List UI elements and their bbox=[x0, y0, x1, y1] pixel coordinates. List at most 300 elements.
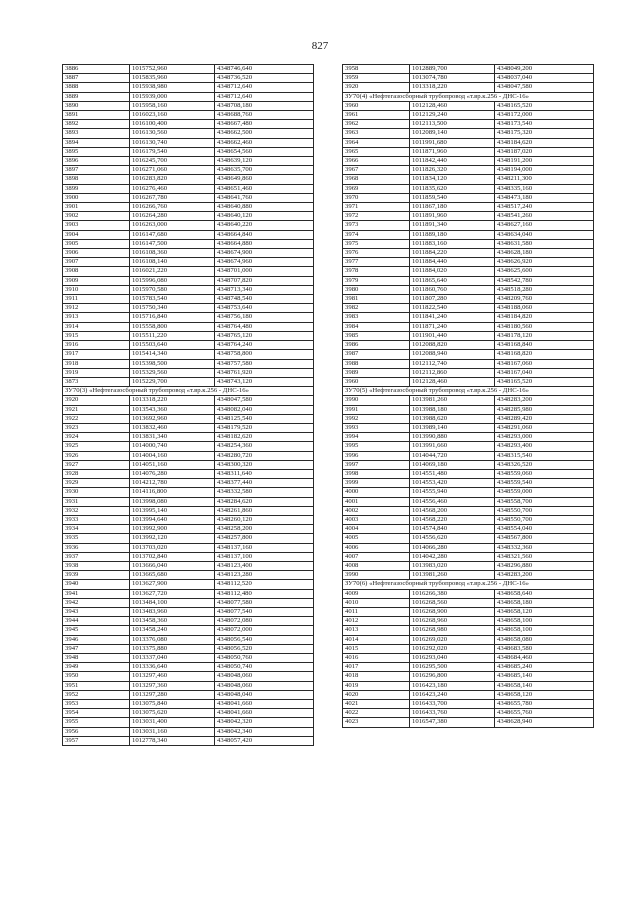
table-row bbox=[343, 700, 594, 709]
x-coordinate: 1013989,140 bbox=[410, 423, 495, 432]
x-coordinate: 1016263,000 bbox=[130, 221, 215, 230]
point-number: 3997 bbox=[343, 460, 410, 469]
point-number: 4020 bbox=[343, 690, 410, 699]
x-coordinate: 1015750,340 bbox=[130, 304, 215, 313]
y-coordinate: 4348707,820 bbox=[215, 276, 314, 285]
point-number: 3901 bbox=[63, 203, 130, 212]
point-number: 4012 bbox=[343, 617, 410, 626]
table-row bbox=[343, 147, 594, 156]
y-coordinate: 4348708,180 bbox=[215, 101, 314, 110]
y-coordinate: 4348326,520 bbox=[495, 460, 594, 469]
point-number: 3987 bbox=[343, 350, 410, 359]
table-row bbox=[63, 175, 314, 184]
y-coordinate: 4348764,480 bbox=[215, 322, 314, 331]
x-coordinate: 1013458,360 bbox=[130, 617, 215, 626]
table-row bbox=[343, 451, 594, 460]
table-row bbox=[63, 488, 314, 497]
table-row bbox=[343, 635, 594, 644]
y-coordinate: 4348050,760 bbox=[215, 654, 314, 663]
point-number: 3919 bbox=[63, 368, 130, 377]
y-coordinate: 4348072,080 bbox=[215, 617, 314, 626]
y-coordinate: 4348048,060 bbox=[215, 681, 314, 690]
table-row bbox=[63, 350, 314, 359]
point-number: 3894 bbox=[63, 138, 130, 147]
y-coordinate: 4348684,460 bbox=[495, 654, 594, 663]
point-number: 3914 bbox=[63, 322, 130, 331]
y-coordinate: 4348042,320 bbox=[215, 718, 314, 727]
x-coordinate: 1013336,640 bbox=[130, 663, 215, 672]
y-coordinate: 4348182,620 bbox=[215, 433, 314, 442]
x-coordinate: 1011889,180 bbox=[410, 230, 495, 239]
point-number: 3873 bbox=[63, 377, 130, 386]
table-row bbox=[343, 331, 594, 340]
table-row bbox=[63, 313, 314, 322]
table-row bbox=[63, 276, 314, 285]
table-row bbox=[63, 727, 314, 736]
y-coordinate: 4348667,480 bbox=[215, 120, 314, 129]
x-coordinate: 1013702,840 bbox=[130, 552, 215, 561]
x-coordinate: 1013458,240 bbox=[130, 626, 215, 635]
table-row bbox=[343, 718, 594, 727]
x-coordinate: 1012128,460 bbox=[410, 377, 495, 386]
x-coordinate: 1015835,960 bbox=[130, 74, 215, 83]
y-coordinate: 4348261,860 bbox=[215, 506, 314, 515]
x-coordinate: 1011859,540 bbox=[410, 193, 495, 202]
table-row bbox=[343, 377, 594, 386]
x-coordinate: 1016276,460 bbox=[130, 184, 215, 193]
table-row bbox=[343, 276, 594, 285]
y-coordinate: 4348640,880 bbox=[215, 203, 314, 212]
table-row bbox=[63, 580, 314, 589]
x-coordinate: 1016268,560 bbox=[410, 598, 495, 607]
x-coordinate: 1013991,660 bbox=[410, 442, 495, 451]
y-coordinate: 4348743,120 bbox=[215, 377, 314, 386]
x-coordinate: 1012129,240 bbox=[410, 111, 495, 120]
table-row bbox=[63, 129, 314, 138]
x-coordinate: 1013337,040 bbox=[130, 654, 215, 663]
table-row bbox=[63, 341, 314, 350]
y-coordinate: 4348173,540 bbox=[495, 120, 594, 129]
table-row bbox=[63, 120, 314, 129]
point-number: 3890 bbox=[63, 101, 130, 110]
section-header: ЗУ70(4) «Нефтегазосборный трубопровод «т.вр.к.256 - ДНС-16» bbox=[343, 92, 594, 101]
point-number: 3995 bbox=[343, 442, 410, 451]
y-coordinate: 4348559,060 bbox=[495, 469, 594, 478]
x-coordinate: 1011884,220 bbox=[410, 249, 495, 258]
x-coordinate: 1013666,040 bbox=[130, 561, 215, 570]
x-coordinate: 1014004,160 bbox=[130, 451, 215, 460]
table-row bbox=[63, 221, 314, 230]
point-number: 3944 bbox=[63, 617, 130, 626]
table-row bbox=[343, 515, 594, 524]
page-number: 827 bbox=[311, 40, 329, 52]
y-coordinate: 4348626,920 bbox=[495, 258, 594, 267]
point-number: 3934 bbox=[63, 525, 130, 534]
table-row bbox=[63, 147, 314, 156]
x-coordinate: 1015329,560 bbox=[130, 368, 215, 377]
point-number: 3961 bbox=[343, 111, 410, 120]
y-coordinate: 4348641,760 bbox=[215, 193, 314, 202]
x-coordinate: 1013297,360 bbox=[130, 681, 215, 690]
point-number: 3897 bbox=[63, 166, 130, 175]
y-coordinate: 4348473,180 bbox=[495, 193, 594, 202]
point-number: 3992 bbox=[343, 414, 410, 423]
point-number: 3920 bbox=[63, 396, 130, 405]
table-row bbox=[63, 405, 314, 414]
table-row bbox=[343, 166, 594, 175]
table-row bbox=[63, 479, 314, 488]
point-number: 3930 bbox=[63, 488, 130, 497]
x-coordinate: 1011834,120 bbox=[410, 175, 495, 184]
y-coordinate: 4348640,220 bbox=[215, 221, 314, 230]
x-coordinate: 1016296,800 bbox=[410, 672, 495, 681]
x-coordinate: 1013703,020 bbox=[130, 543, 215, 552]
point-number: 3943 bbox=[63, 607, 130, 616]
point-number: 3952 bbox=[63, 690, 130, 699]
x-coordinate: 1014556,460 bbox=[410, 497, 495, 506]
point-number: 3931 bbox=[63, 497, 130, 506]
y-coordinate: 4348518,280 bbox=[495, 285, 594, 294]
point-number: 4015 bbox=[343, 644, 410, 653]
point-number: 3962 bbox=[343, 120, 410, 129]
point-number: 3988 bbox=[343, 359, 410, 368]
table-row bbox=[343, 460, 594, 469]
x-coordinate: 1013998,080 bbox=[130, 497, 215, 506]
point-number: 3896 bbox=[63, 157, 130, 166]
y-coordinate: 4348041,660 bbox=[215, 700, 314, 709]
table-row bbox=[63, 700, 314, 709]
point-number: 3998 bbox=[343, 469, 410, 478]
x-coordinate: 1011883,160 bbox=[410, 239, 495, 248]
point-number: 3979 bbox=[343, 276, 410, 285]
y-coordinate: 4348168,840 bbox=[495, 341, 594, 350]
y-coordinate: 4348260,120 bbox=[215, 515, 314, 524]
point-number: 3906 bbox=[63, 249, 130, 258]
table-row bbox=[343, 690, 594, 699]
y-coordinate: 4348123,280 bbox=[215, 571, 314, 580]
x-coordinate: 1011807,280 bbox=[410, 295, 495, 304]
y-coordinate: 4348047,580 bbox=[215, 396, 314, 405]
y-coordinate: 4348180,560 bbox=[495, 322, 594, 331]
point-number: 3924 bbox=[63, 433, 130, 442]
y-coordinate: 4348628,180 bbox=[495, 249, 594, 258]
y-coordinate: 4348701,000 bbox=[215, 267, 314, 276]
y-coordinate: 4348296,880 bbox=[495, 561, 594, 570]
y-coordinate: 4348658,640 bbox=[495, 589, 594, 598]
table-row bbox=[63, 709, 314, 718]
table-row bbox=[343, 313, 594, 322]
table-row bbox=[343, 423, 594, 432]
point-number: 3892 bbox=[63, 120, 130, 129]
point-number: 3989 bbox=[343, 368, 410, 377]
table-row bbox=[343, 497, 594, 506]
table-row bbox=[63, 157, 314, 166]
table-row bbox=[63, 249, 314, 258]
x-coordinate: 1016423,240 bbox=[410, 690, 495, 699]
y-coordinate: 4348082,040 bbox=[215, 405, 314, 414]
table-row bbox=[343, 322, 594, 331]
x-coordinate: 1012088,940 bbox=[410, 350, 495, 359]
point-number: 3996 bbox=[343, 451, 410, 460]
x-coordinate: 1013484,100 bbox=[130, 598, 215, 607]
table-row bbox=[63, 718, 314, 727]
x-coordinate: 1011891,960 bbox=[410, 212, 495, 221]
table-row bbox=[343, 525, 594, 534]
x-coordinate: 1016147,500 bbox=[130, 239, 215, 248]
y-coordinate: 4348758,800 bbox=[215, 350, 314, 359]
table-row bbox=[343, 138, 594, 147]
x-coordinate: 1016295,500 bbox=[410, 663, 495, 672]
point-number: 3970 bbox=[343, 193, 410, 202]
y-coordinate: 4348137,100 bbox=[215, 552, 314, 561]
table-row bbox=[343, 607, 594, 616]
point-number: 3976 bbox=[343, 249, 410, 258]
coordinates-table-left bbox=[62, 64, 314, 746]
point-number: 4008 bbox=[343, 561, 410, 570]
x-coordinate: 1013992,900 bbox=[130, 525, 215, 534]
table-row bbox=[343, 258, 594, 267]
x-coordinate: 1015970,580 bbox=[130, 285, 215, 294]
point-number: 4007 bbox=[343, 552, 410, 561]
table-row bbox=[63, 561, 314, 570]
y-coordinate: 4348123,400 bbox=[215, 561, 314, 570]
point-number: 3975 bbox=[343, 239, 410, 248]
x-coordinate: 1011835,620 bbox=[410, 184, 495, 193]
point-number: 3926 bbox=[63, 451, 130, 460]
y-coordinate: 4348662,460 bbox=[215, 138, 314, 147]
y-coordinate: 4348655,760 bbox=[495, 709, 594, 718]
table-row bbox=[63, 534, 314, 543]
table-row bbox=[63, 65, 314, 74]
x-coordinate: 1016283,820 bbox=[130, 175, 215, 184]
table-row bbox=[63, 515, 314, 524]
table-row bbox=[343, 184, 594, 193]
point-number: 3966 bbox=[343, 157, 410, 166]
point-number: 3982 bbox=[343, 304, 410, 313]
y-coordinate: 4348175,320 bbox=[495, 129, 594, 138]
x-coordinate: 1013031,400 bbox=[130, 718, 215, 727]
x-coordinate: 1016293,040 bbox=[410, 654, 495, 663]
y-coordinate: 4348688,760 bbox=[215, 111, 314, 120]
x-coordinate: 1011822,540 bbox=[410, 304, 495, 313]
table-row bbox=[343, 654, 594, 663]
y-coordinate: 4348631,580 bbox=[495, 239, 594, 248]
y-coordinate: 4348289,420 bbox=[495, 414, 594, 423]
x-coordinate: 1011842,440 bbox=[410, 157, 495, 166]
point-number: 3929 bbox=[63, 479, 130, 488]
x-coordinate: 1015752,960 bbox=[130, 65, 215, 74]
x-coordinate: 1013297,280 bbox=[130, 690, 215, 699]
x-coordinate: 1014044,720 bbox=[410, 451, 495, 460]
table-row bbox=[63, 589, 314, 598]
y-coordinate: 4348541,260 bbox=[495, 212, 594, 221]
point-number: 4005 bbox=[343, 534, 410, 543]
y-coordinate: 4348184,620 bbox=[495, 138, 594, 147]
table-row bbox=[63, 497, 314, 506]
x-coordinate: 1015503,640 bbox=[130, 341, 215, 350]
x-coordinate: 1016268,900 bbox=[410, 607, 495, 616]
y-coordinate: 4348077,540 bbox=[215, 607, 314, 616]
table-row bbox=[63, 654, 314, 663]
x-coordinate: 1011884,440 bbox=[410, 258, 495, 267]
y-coordinate: 4348112,520 bbox=[215, 580, 314, 589]
y-coordinate: 4348517,240 bbox=[495, 203, 594, 212]
x-coordinate: 1013483,960 bbox=[130, 607, 215, 616]
point-number: 3938 bbox=[63, 561, 130, 570]
point-number: 3984 bbox=[343, 322, 410, 331]
x-coordinate: 1016108,360 bbox=[130, 249, 215, 258]
x-coordinate: 1014051,160 bbox=[130, 460, 215, 469]
y-coordinate: 4348283,200 bbox=[495, 571, 594, 580]
y-coordinate: 4348761,920 bbox=[215, 368, 314, 377]
point-number: 3893 bbox=[63, 129, 130, 138]
point-number: 3971 bbox=[343, 203, 410, 212]
table-row bbox=[63, 111, 314, 120]
x-coordinate: 1012889,700 bbox=[410, 65, 495, 74]
point-number: 3949 bbox=[63, 663, 130, 672]
y-coordinate: 4348685,140 bbox=[495, 672, 594, 681]
point-number: 3889 bbox=[63, 92, 130, 101]
y-coordinate: 4348167,040 bbox=[495, 368, 594, 377]
y-coordinate: 4348321,560 bbox=[495, 552, 594, 561]
table-row bbox=[63, 433, 314, 442]
y-coordinate: 4348664,840 bbox=[215, 230, 314, 239]
x-coordinate: 1011865,640 bbox=[410, 276, 495, 285]
table-row bbox=[343, 534, 594, 543]
y-coordinate: 4348315,540 bbox=[495, 451, 594, 460]
x-coordinate: 1011867,180 bbox=[410, 203, 495, 212]
table-row bbox=[63, 672, 314, 681]
point-number: 3950 bbox=[63, 672, 130, 681]
point-number: 3920 bbox=[343, 83, 410, 92]
y-coordinate: 4348658,120 bbox=[495, 607, 594, 616]
point-number: 4016 bbox=[343, 654, 410, 663]
x-coordinate: 1011891,340 bbox=[410, 221, 495, 230]
table-row bbox=[63, 295, 314, 304]
section-header-row bbox=[343, 580, 594, 589]
point-number: 3910 bbox=[63, 285, 130, 294]
table-row bbox=[343, 598, 594, 607]
x-coordinate: 1015939,000 bbox=[130, 92, 215, 101]
left-column bbox=[62, 64, 314, 746]
point-number: 3991 bbox=[343, 405, 410, 414]
point-number: 3946 bbox=[63, 635, 130, 644]
x-coordinate: 1016271,060 bbox=[130, 166, 215, 175]
table-row bbox=[343, 221, 594, 230]
x-coordinate: 1016108,140 bbox=[130, 258, 215, 267]
table-row bbox=[63, 258, 314, 267]
table-row bbox=[343, 111, 594, 120]
point-number: 3898 bbox=[63, 175, 130, 184]
table-row bbox=[343, 663, 594, 672]
table-row bbox=[343, 359, 594, 368]
y-coordinate: 4348559,540 bbox=[495, 479, 594, 488]
x-coordinate: 1012778,340 bbox=[130, 736, 215, 745]
y-coordinate: 4348712,640 bbox=[215, 92, 314, 101]
x-coordinate: 1014042,280 bbox=[410, 552, 495, 561]
point-number: 3974 bbox=[343, 230, 410, 239]
table-row bbox=[63, 607, 314, 616]
table-row bbox=[343, 193, 594, 202]
table-row bbox=[343, 350, 594, 359]
y-coordinate: 4348285,980 bbox=[495, 405, 594, 414]
table-row bbox=[343, 396, 594, 405]
x-coordinate: 1016264,280 bbox=[130, 212, 215, 221]
y-coordinate: 4348172,000 bbox=[495, 111, 594, 120]
table-row bbox=[343, 212, 594, 221]
point-number: 3978 bbox=[343, 267, 410, 276]
x-coordinate: 1013627,720 bbox=[130, 589, 215, 598]
x-coordinate: 1012112,860 bbox=[410, 368, 495, 377]
table-row bbox=[63, 331, 314, 340]
x-coordinate: 1016268,980 bbox=[410, 626, 495, 635]
point-number: 3956 bbox=[63, 727, 130, 736]
table-row bbox=[63, 92, 314, 101]
point-number: 3983 bbox=[343, 313, 410, 322]
x-coordinate: 1011991,680 bbox=[410, 138, 495, 147]
y-coordinate: 4348293,400 bbox=[495, 442, 594, 451]
table-row bbox=[343, 488, 594, 497]
point-number: 3936 bbox=[63, 543, 130, 552]
y-coordinate: 4348165,520 bbox=[495, 377, 594, 386]
x-coordinate: 1016266,760 bbox=[130, 203, 215, 212]
table-row bbox=[63, 644, 314, 653]
y-coordinate: 4348664,880 bbox=[215, 239, 314, 248]
x-coordinate: 1014574,840 bbox=[410, 525, 495, 534]
y-coordinate: 4348654,560 bbox=[215, 147, 314, 156]
x-coordinate: 1016423,180 bbox=[410, 681, 495, 690]
y-coordinate: 4348048,040 bbox=[215, 690, 314, 699]
y-coordinate: 4348559,000 bbox=[495, 488, 594, 497]
table-row bbox=[63, 101, 314, 110]
point-number: 4021 bbox=[343, 700, 410, 709]
table-row bbox=[343, 442, 594, 451]
point-number: 3959 bbox=[343, 74, 410, 83]
table-row bbox=[63, 460, 314, 469]
x-coordinate: 1014556,620 bbox=[410, 534, 495, 543]
x-coordinate: 1011826,320 bbox=[410, 166, 495, 175]
y-coordinate: 4348184,820 bbox=[495, 313, 594, 322]
point-number: 3932 bbox=[63, 506, 130, 515]
y-coordinate: 4348209,760 bbox=[495, 295, 594, 304]
y-coordinate: 4348764,240 bbox=[215, 341, 314, 350]
x-coordinate: 1014116,800 bbox=[130, 488, 215, 497]
coordinates-table-right-body bbox=[343, 65, 594, 728]
point-number: 3925 bbox=[63, 442, 130, 451]
point-number: 3977 bbox=[343, 258, 410, 267]
x-coordinate: 1013832,460 bbox=[130, 423, 215, 432]
point-number: 3942 bbox=[63, 598, 130, 607]
y-coordinate: 4348757,580 bbox=[215, 359, 314, 368]
table-row bbox=[343, 626, 594, 635]
point-number: 3916 bbox=[63, 341, 130, 350]
table-row bbox=[63, 377, 314, 386]
table-row bbox=[63, 617, 314, 626]
point-number: 3887 bbox=[63, 74, 130, 83]
point-number: 3915 bbox=[63, 331, 130, 340]
y-coordinate: 4348254,360 bbox=[215, 442, 314, 451]
table-row bbox=[63, 138, 314, 147]
y-coordinate: 4348057,420 bbox=[215, 736, 314, 745]
point-number: 3888 bbox=[63, 83, 130, 92]
point-number: 3947 bbox=[63, 644, 130, 653]
y-coordinate: 4348332,580 bbox=[215, 488, 314, 497]
right-column bbox=[342, 64, 594, 728]
x-coordinate: 1012113,500 bbox=[410, 120, 495, 129]
table-row bbox=[63, 368, 314, 377]
y-coordinate: 4348041,660 bbox=[215, 709, 314, 718]
table-row bbox=[63, 304, 314, 313]
